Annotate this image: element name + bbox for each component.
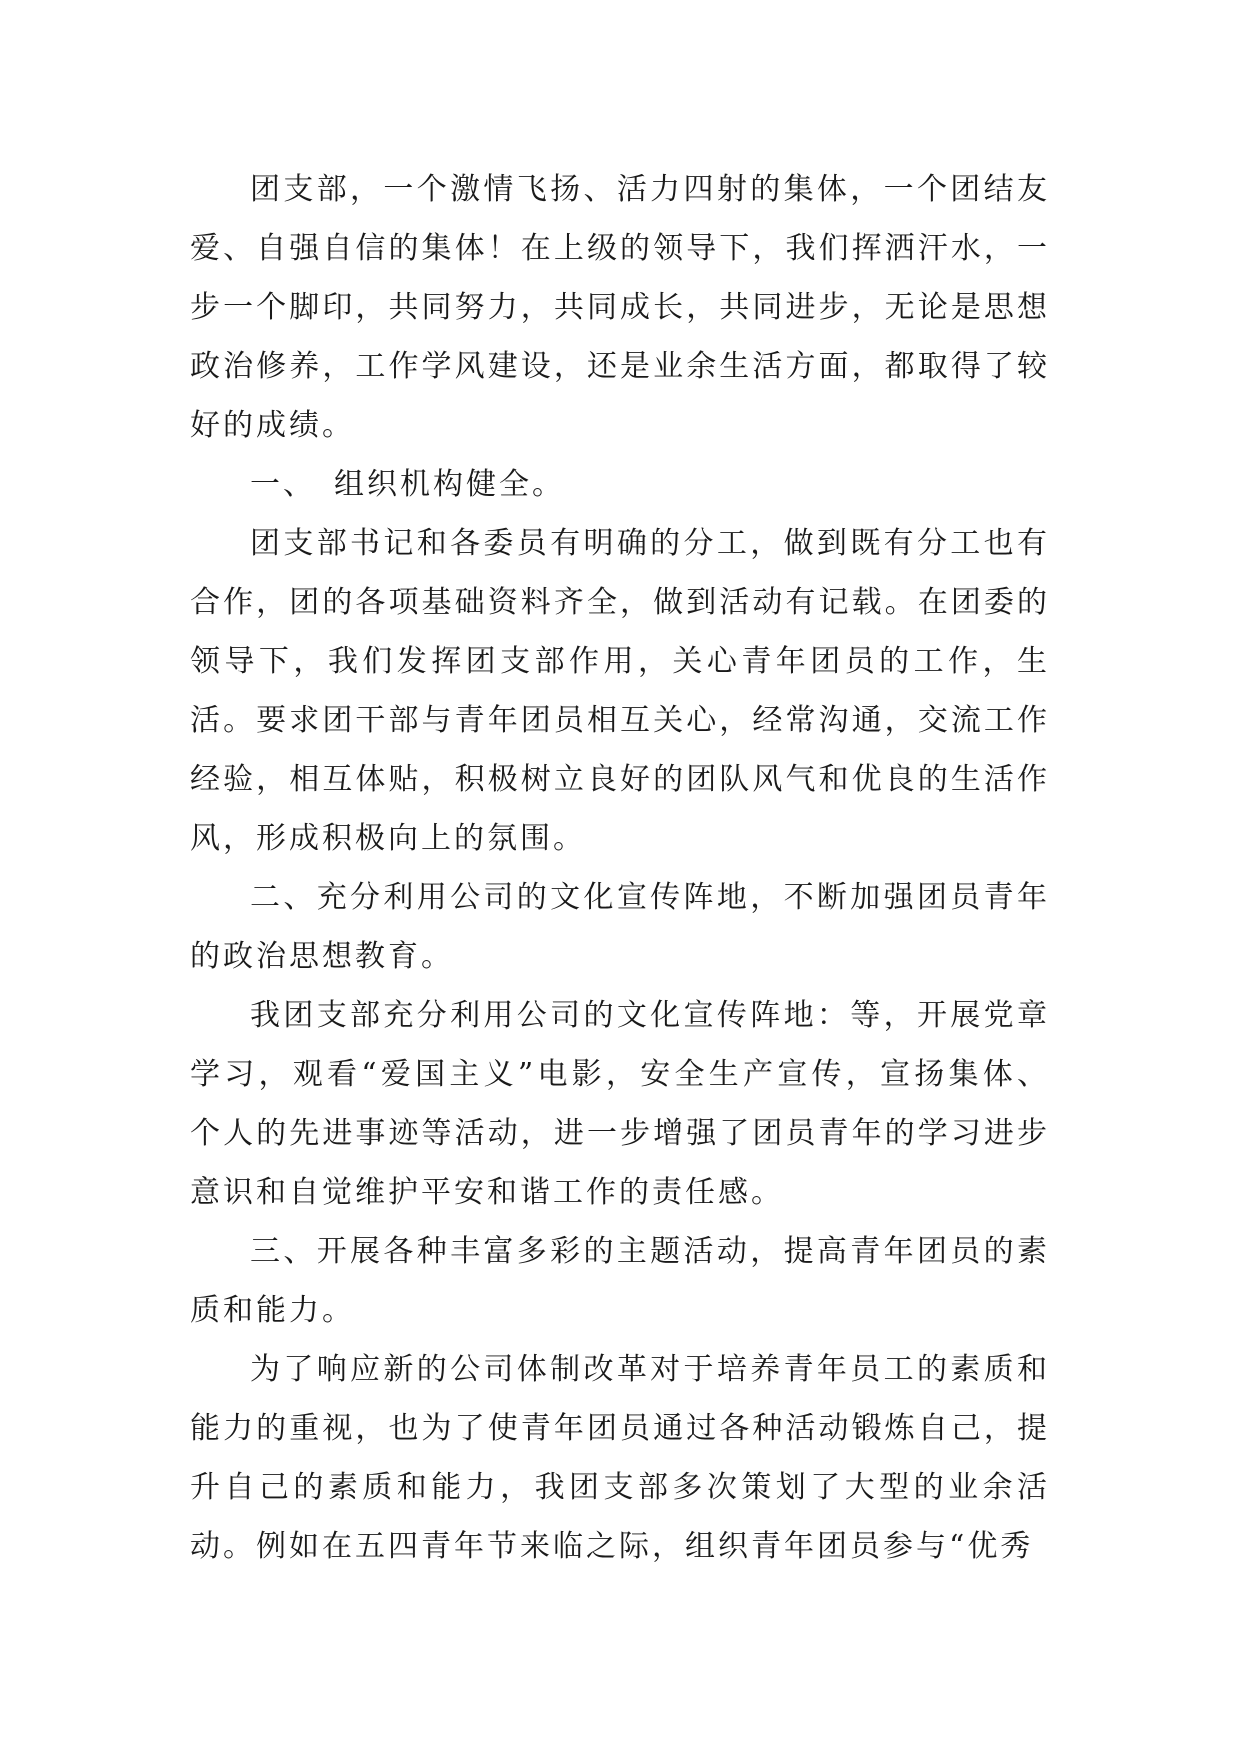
paragraph-section-2: 我团支部充分利用公司的文化宣传阵地：等，开展党章学习，观看“爱国主义”电影，安全生产宣传，宣扬集体、个人的先进事迹等活动，进一步增强了团员青年的学习进步意识和自觉维护平安和谐工作的责任感。 (190, 998, 1050, 1210)
heading-section-3: 三、开展各种丰富多彩的主题活动，提高青年团员的素质和能力。 (190, 1234, 1050, 1328)
heading-section-1: 一、 组织机构健全。 (250, 467, 565, 502)
paragraph-section-1: 团支部书记和各委员有明确的分工，做到既有分工也有合作，团的各项基础资料齐全，做到活动有记载。在团委的领导下，我们发挥团支部作用，关心青年团员的工作，生活。要求团干部与青年团员相互关心，经常沟通，交流工作经验，相互体贴，积极树立良好的团队风气和优良的生活作风，形成积极向上的氛围。 (190, 526, 1050, 856)
heading-section-2: 二、充分利用公司的文化宣传阵地，不断加强团员青年的政治思想教育。 (190, 880, 1050, 974)
paragraph-intro: 团支部，一个激情飞扬、活力四射的集体，一个团结友爱、自强自信的集体！在上级的领导下，我们挥洒汗水，一步一个脚印，共同努力，共同成长，共同进步，无论是思想政治修养，工作学风建设，还是业余生活方面，都取得了较好的成绩。 (190, 172, 1050, 443)
document-body (190, 160, 1050, 1576)
paragraph-section-3: 为了响应新的公司体制改革对于培养青年员工的素质和能力的重视，也为了使青年团员通过各种活动锻炼自己，提升自己的素质和能力，我团支部多次策划了大型的业余活动。例如在五四青年节来临之际，组织青年团员参与“优秀 (190, 1352, 1050, 1564)
